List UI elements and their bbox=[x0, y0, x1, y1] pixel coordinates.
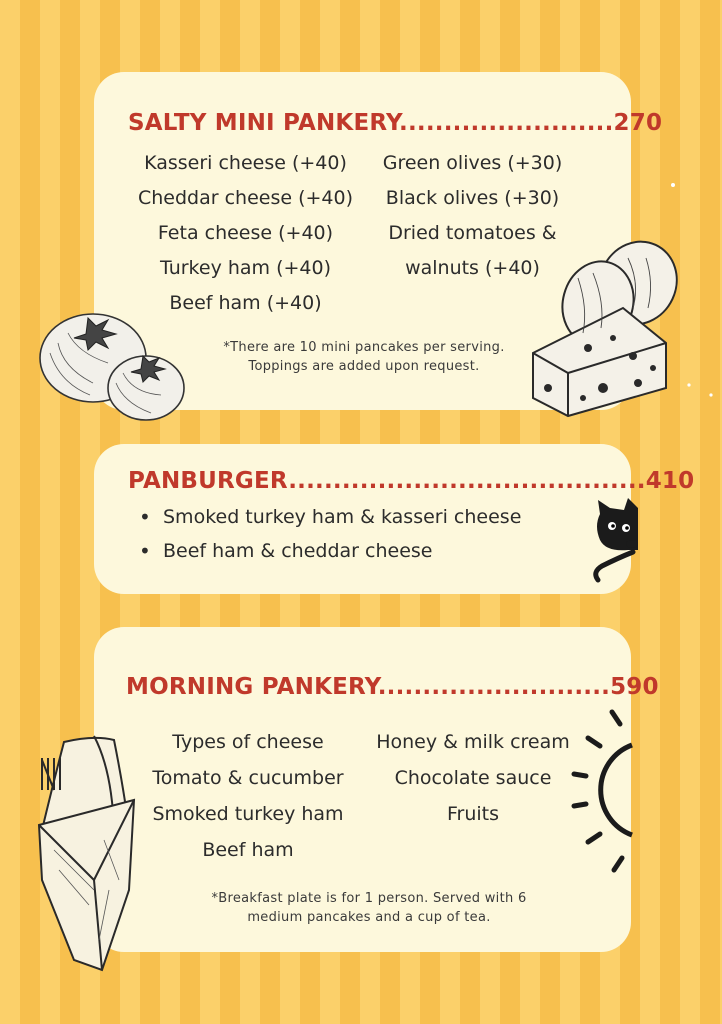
menu-item: Beef ham (+40) bbox=[169, 292, 322, 314]
menu-item: Feta cheese (+40) bbox=[157, 222, 334, 244]
serving-note bbox=[184, 338, 544, 376]
menu-item: Tomato & cucumber bbox=[152, 767, 344, 789]
menu-item: Cheddar cheese (+40) bbox=[137, 187, 354, 209]
cat-icon bbox=[588, 496, 643, 582]
menu-item: Fruits bbox=[446, 803, 500, 825]
menu-item: Beef ham bbox=[202, 839, 294, 861]
menu-item: Green olives (+30) bbox=[382, 152, 563, 174]
note-line: medium pancakes and a cup of tea. bbox=[247, 910, 491, 925]
sun-icon bbox=[570, 710, 632, 875]
decorative-dot bbox=[684, 380, 694, 390]
menu-item: Honey & milk cream bbox=[376, 731, 570, 753]
morning-pankery-card bbox=[94, 627, 659, 952]
napkin-cutlery-icon bbox=[34, 730, 154, 970]
bullet-item: • Beef ham & cheddar cheese bbox=[163, 540, 432, 562]
menu-item: Chocolate sauce bbox=[394, 767, 552, 789]
cheese-bread-icon bbox=[528, 238, 688, 418]
tomato-icon bbox=[38, 308, 188, 423]
menu-item: walnuts (+40) bbox=[405, 257, 540, 279]
decorative-dot bbox=[706, 390, 716, 400]
menu-item: Black olives (+30) bbox=[385, 187, 560, 209]
breakfast-note bbox=[184, 889, 554, 927]
menu-item: Smoked turkey ham bbox=[152, 803, 344, 825]
note-line: *Breakfast plate is for 1 person. Served with 6 bbox=[211, 891, 527, 906]
panburger-card bbox=[94, 444, 695, 594]
section-title-panburger: PANBURGER........................................410 bbox=[128, 468, 695, 494]
menu-item: Dried tomatoes & bbox=[388, 222, 557, 244]
bullet-item: • Smoked turkey ham & kasseri cheese bbox=[163, 506, 521, 528]
menu-item: Turkey ham (+40) bbox=[159, 257, 332, 279]
section-title-salty: SALTY MINI PANKERY........................270 bbox=[128, 110, 663, 136]
section-title-morning: MORNING PANKERY..........................590 bbox=[126, 674, 659, 700]
menu-item: Types of cheese bbox=[172, 731, 324, 753]
note-line: *There are 10 mini pancakes per serving. bbox=[223, 340, 505, 355]
menu-item: Kasseri cheese (+40) bbox=[144, 152, 347, 174]
decorative-dot bbox=[668, 180, 678, 190]
note-line: Toppings are added upon request. bbox=[248, 359, 480, 374]
